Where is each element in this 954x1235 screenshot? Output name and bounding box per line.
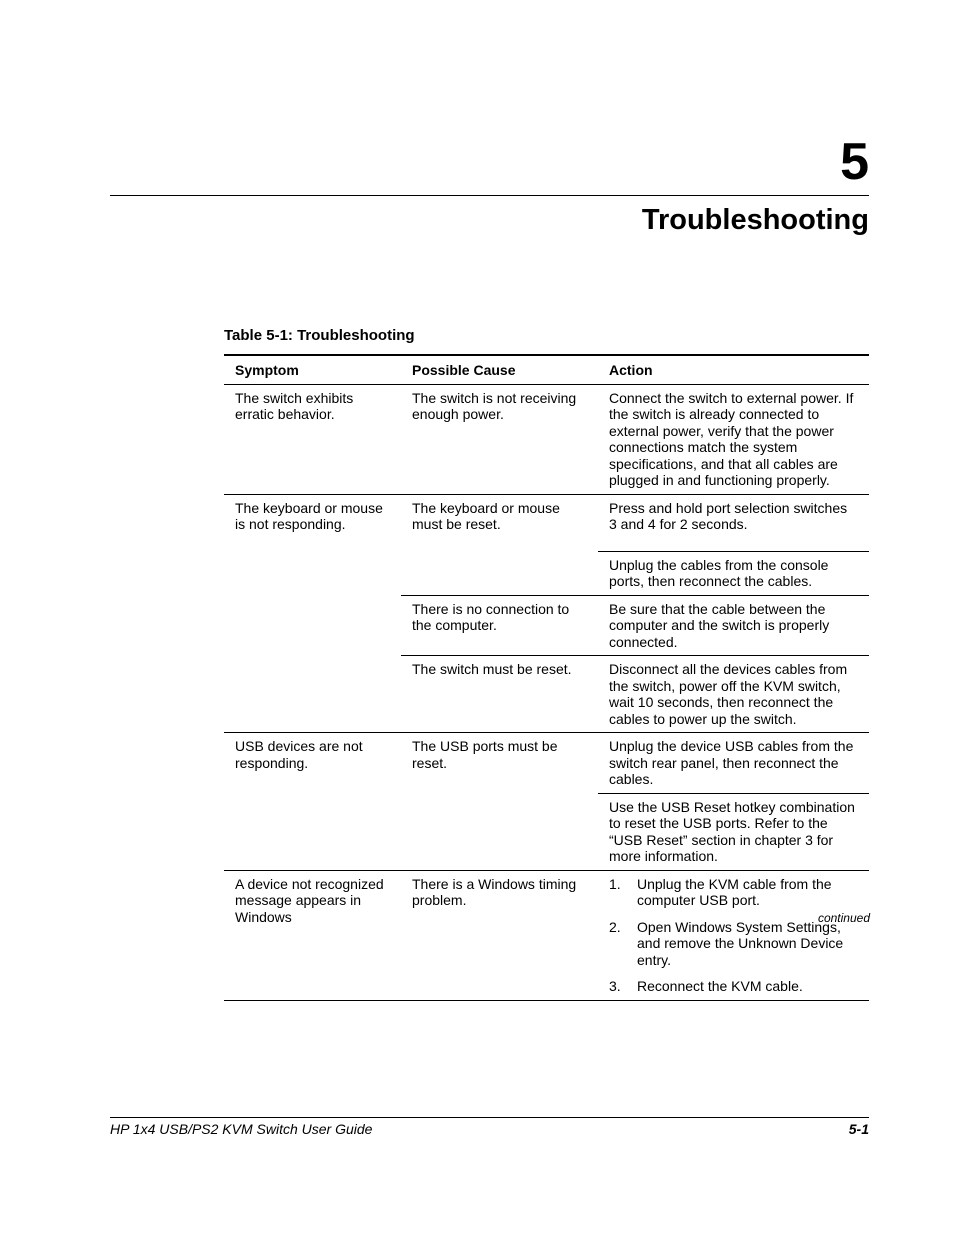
table-caption: Table 5-1: Troubleshooting <box>224 327 415 344</box>
footer-document-title: HP 1x4 USB/PS2 KVM Switch User Guide <box>110 1121 373 1137</box>
step-number: 2. <box>609 918 621 935</box>
symptom-cell: A device not recognized message appears in Windows <box>224 870 401 1000</box>
action-cell: Connect the switch to external power. If the switch is already connected to external power, verify that the power connections match the system specifications, and that all cables are plugged in and functioning properly. <box>598 384 869 494</box>
action-cell: Press and hold port selection switches 3 and 4 for 2 seconds. <box>598 494 869 551</box>
symptom-cell: The keyboard or mouse is not responding. <box>224 494 401 733</box>
step-text: Unplug the KVM cable from the computer USB port. <box>637 875 832 908</box>
header-symptom: Symptom <box>224 355 401 384</box>
list-item <box>609 978 858 995</box>
step-text: Open Windows System Settings, and remove the Unknown Device entry. <box>637 918 844 968</box>
step-text: Reconnect the KVM cable. <box>637 978 803 994</box>
cause-cell: The USB ports must be reset. <box>401 733 598 871</box>
footer-rule <box>110 1117 869 1118</box>
action-cell <box>598 870 869 1000</box>
table-header-row <box>224 355 869 384</box>
action-cell: Use the USB Reset hotkey combination to reset the USB ports. Refer to the “USB Reset” section in chapter 3 for more information. <box>598 793 869 870</box>
table-row <box>224 384 869 494</box>
symptom-cell: USB devices are not responding. <box>224 733 401 871</box>
list-item <box>609 919 858 969</box>
header-action: Action <box>598 355 869 384</box>
table-row <box>224 870 869 1000</box>
chapter-title: Troubleshooting <box>641 204 869 236</box>
chapter-rule <box>110 195 869 196</box>
cause-cell: The switch is not receiving enough power. <box>401 384 598 494</box>
step-number: 1. <box>609 875 621 892</box>
footer-page-number: 5-1 <box>848 1121 869 1137</box>
table-row <box>224 733 869 794</box>
cause-cell: The keyboard or mouse must be reset. <box>401 494 598 595</box>
action-cell: Be sure that the cable between the computer and the switch is properly connected. <box>598 595 869 656</box>
action-cell: Unplug the device USB cables from the switch rear panel, then reconnect the cables. <box>598 733 869 794</box>
action-cell: Unplug the cables from the console ports, then reconnect the cables. <box>598 551 869 595</box>
cause-cell: There is no connection to the computer. <box>401 595 598 656</box>
chapter-number: 5 <box>840 133 869 191</box>
cause-cell: There is a Windows timing problem. <box>401 870 598 1000</box>
list-item <box>609 876 858 909</box>
action-steps-list <box>609 876 858 995</box>
troubleshooting-table <box>224 354 869 1001</box>
symptom-cell: The switch exhibits erratic behavior. <box>224 384 401 494</box>
step-number: 3. <box>609 978 621 994</box>
header-possible-cause: Possible Cause <box>401 355 598 384</box>
action-cell: Disconnect all the devices cables from the switch, power off the KVM switch, wait 10 seconds, then reconnect the cables to power up the switch. <box>598 656 869 733</box>
cause-cell: The switch must be reset. <box>401 656 598 733</box>
continued-note: continued <box>817 911 870 925</box>
table-row <box>224 494 869 551</box>
